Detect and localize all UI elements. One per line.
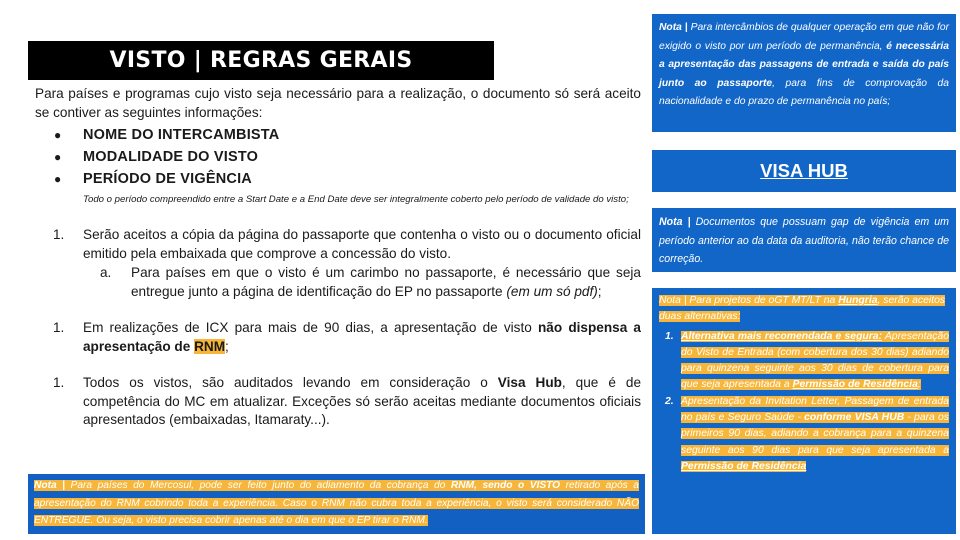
validity-note: Todo o período compreendido entre a Start Date e a End Date deve ser integralmente coberto pelo período de validade do visto; [83,194,629,205]
visa-hub-link[interactable]: VISA HUB [652,150,956,192]
hungria-note-heading: Nota | Para projetos de oGT MT/LT na Hungria, serão aceitos duas alternativas: [659,295,946,323]
rule-passport-copy: 1. Serão aceitos a cópia da página do passaporte que contenha o visto ou o documento oficial emitido pela embaixada que comprove a concessão do visto. [53,227,641,261]
list-item: 2. Apresentação da Invitation Letter, Passagem de entrada no país e Seguro Saúde - conforme VISA HUB - para os primeiros 90 dias, adiando a cobrança para a quinzena seguinte aos 90 dias para que seja apresentada a Permissão de Residência [665,395,949,472]
list-item: ● PERÍODO DE VIGÊNCIA [35,168,641,190]
hungria-note [652,288,956,534]
bullet-icon: ● [54,128,62,142]
required-info-list [35,124,641,190]
intro-text: Para países e programas cujo visto seja necessário para a realização, o documento só será aceito se contiver as seguintes informações: [35,86,641,120]
rule-visa-hub-audit: 1. Todos os vistos, são auditados levando em consideração o Visa Hub, que é de competência do MC em atualizar. Exceções só serão aceitas mediante documentos oficiais apresentados (embaixadas, Itamaraty...). [53,375,642,427]
page-title: VISTO | REGRAS GERAIS [28,41,494,80]
list-item: 1. Alternativa mais recomendada e segura: Apresentação do Visto de Entrada (com cobertura dos 30 dias) adiando para quinzena seguinte aos 30 dias de cobertura para que seja apresentada a Permissão de Residência; [665,330,949,391]
residence-permit-link[interactable]: Permissão de Residência [792,379,918,391]
mercosul-note: Nota | Para países do Mercosul, pode ser feito junto do adiamento da cobrança do RNM, sendo o VISTO retirado após a apresentação do RNM cobrindo toda a experiência. Caso o RNM não cubra toda a experiência, o visto será considerado NÃO ENTREGUE. Ou seja, o visto precisa cobrir apenas até o dia em que o EP tirar o RNM. [28,474,645,534]
residence-permit-link[interactable]: Permissão de Residência [681,460,807,472]
main-content [35,85,641,430]
no-visa-note: Nota | Para intercâmbios de qualquer operação em que não for exigido o visto por um período de permanência, é necessária a apresentação das passagens de entrada e saída do país junto ao passaporte, para fins de comprovação da nacionalidade e do prazo de permanência no país; [652,14,956,132]
rule-icx-rnm: 1. Em realizações de ICX para mais de 90 dias, a apresentação de visto não dispensa a apresentação de RNM; [53,320,641,354]
bullet-icon: ● [54,172,62,186]
gap-validity-note: Nota | Documentos que possuam gap de vigência em um período anterior ao da data da auditoria, não terão chance de correção. [652,208,956,272]
list-item: ● MODALIDADE DO VISTO [35,146,641,168]
list-item: ● NOME DO INTERCAMBISTA [35,124,641,146]
rule-stamp-visa: a. Para países em que o visto é um carimbo no passaporte, é necessário que seja entregue junto a página de identificação do EP no passaporte (em um só pdf); [100,265,641,299]
bullet-icon: ● [54,150,62,164]
hungria-alternatives-list [659,329,949,476]
